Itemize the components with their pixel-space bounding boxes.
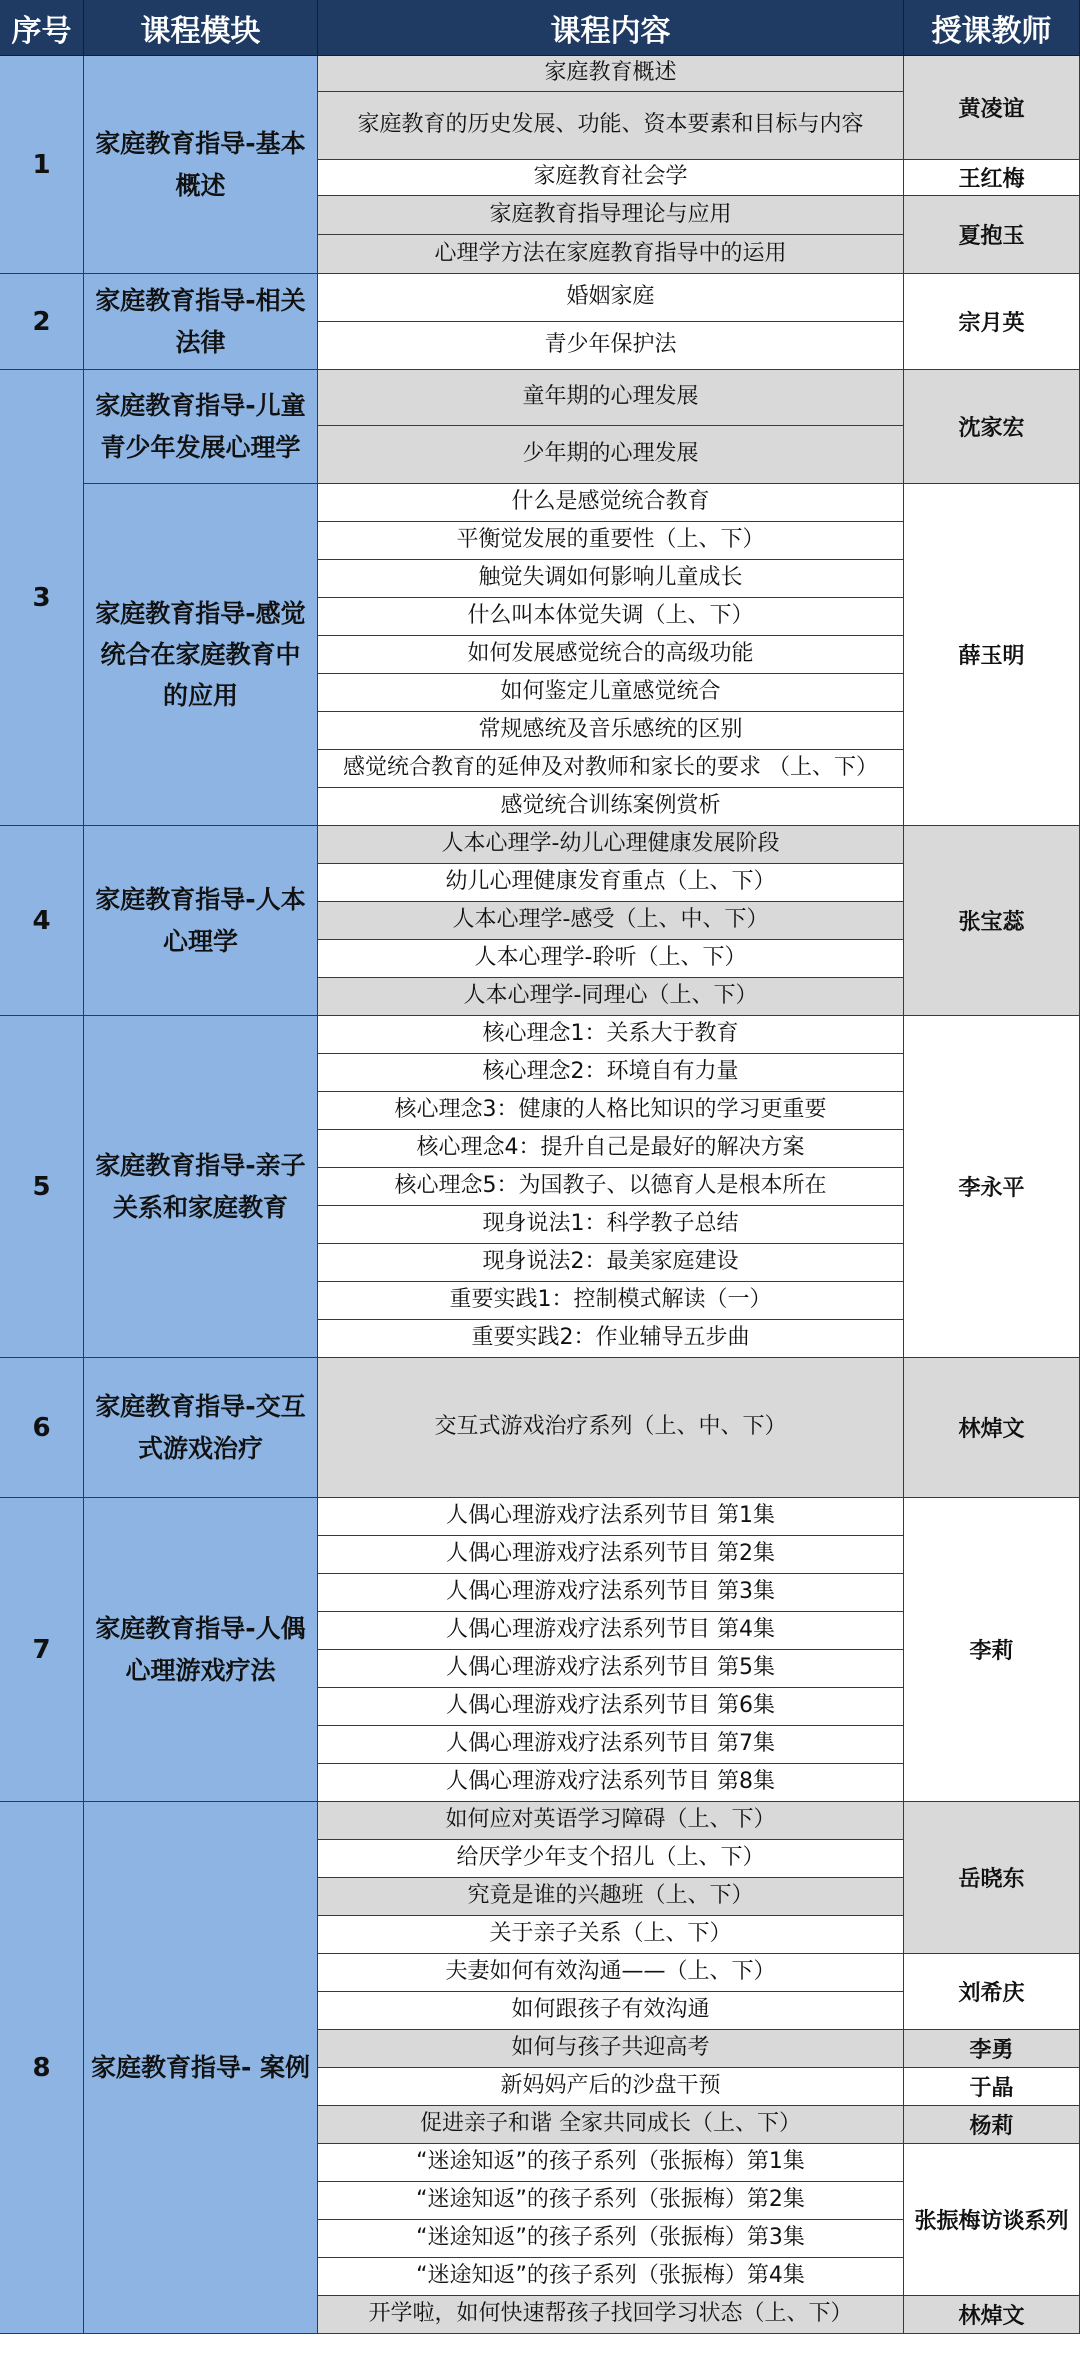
course-content-cell: 家庭教育的历史发展、功能、资本要素和目标与内容: [318, 92, 904, 160]
course-content-cell: 重要实践2：作业辅导五步曲: [318, 1320, 904, 1358]
teacher-cell: 王红梅: [904, 160, 1080, 196]
header-module: 课程模块: [84, 0, 318, 56]
course-module-cell: 家庭教育指导-儿童青少年发展心理学: [84, 370, 318, 484]
course-content-cell: 究竟是谁的兴趣班（上、下）: [318, 1878, 904, 1916]
course-module-cell: 家庭教育指导- 案例: [84, 1802, 318, 2334]
teacher-cell: 林焯文: [904, 1358, 1080, 1498]
course-content-cell: 人本心理学-同理心（上、下）: [318, 978, 904, 1016]
course-content-cell: 童年期的心理发展: [318, 370, 904, 426]
course-content-cell: 开学啦，如何快速帮孩子找回学习状态（上、下）: [318, 2296, 904, 2334]
section-number-cell: 1: [0, 56, 84, 274]
section-number-cell: 6: [0, 1358, 84, 1498]
course-content-cell: 人偶心理游戏疗法系列节目 第8集: [318, 1764, 904, 1802]
teacher-cell: 夏抱玉: [904, 196, 1080, 274]
course-content-cell: 核心理念5：为国教子、以德育人是根本所在: [318, 1168, 904, 1206]
course-content-cell: 少年期的心理发展: [318, 426, 904, 484]
teacher-cell: 李勇: [904, 2030, 1080, 2068]
course-content-cell: 人偶心理游戏疗法系列节目 第2集: [318, 1536, 904, 1574]
course-content-cell: 如何跟孩子有效沟通: [318, 1992, 904, 2030]
course-content-cell: 平衡觉发展的重要性（上、下）: [318, 522, 904, 560]
course-module-cell: 家庭教育指导-交互式游戏治疗: [84, 1358, 318, 1498]
course-content-cell: 常规感统及音乐感统的区别: [318, 712, 904, 750]
course-content-cell: 重要实践1：控制模式解读（一）: [318, 1282, 904, 1320]
course-content-cell: 现身说法2：最美家庭建设: [318, 1244, 904, 1282]
course-module-cell: 家庭教育指导-人本心理学: [84, 826, 318, 1016]
teacher-cell: 岳晓东: [904, 1802, 1080, 1954]
course-content-cell: 幼儿心理健康发育重点（上、下）: [318, 864, 904, 902]
course-content-cell: 什么是感觉统合教育: [318, 484, 904, 522]
section-number-cell: 5: [0, 1016, 84, 1358]
teacher-cell: 李莉: [904, 1498, 1080, 1802]
course-content-cell: 核心理念2：环境自有力量: [318, 1054, 904, 1092]
section-number-cell: 4: [0, 826, 84, 1016]
course-content-cell: 家庭教育指导理论与应用: [318, 196, 904, 235]
course-content-cell: 人偶心理游戏疗法系列节目 第3集: [318, 1574, 904, 1612]
course-content-cell: “迷途知返”的孩子系列（张振梅）第2集: [318, 2182, 904, 2220]
course-content-cell: 交互式游戏治疗系列（上、中、下）: [318, 1358, 904, 1498]
teacher-cell: 于晶: [904, 2068, 1080, 2106]
teacher-cell: 李永平: [904, 1016, 1080, 1358]
section-number-cell: 8: [0, 1802, 84, 2334]
course-content-cell: 人本心理学-聆听（上、下）: [318, 940, 904, 978]
section-number-cell: 2: [0, 274, 84, 370]
course-module-cell: 家庭教育指导-人偶心理游戏疗法: [84, 1498, 318, 1802]
course-content-cell: 家庭教育概述: [318, 56, 904, 92]
course-content-cell: 人本心理学-感受（上、中、下）: [318, 902, 904, 940]
header-content: 课程内容: [318, 0, 904, 56]
course-content-cell: 核心理念4：提升自己是最好的解决方案: [318, 1130, 904, 1168]
course-content-cell: 如何鉴定儿童感觉统合: [318, 674, 904, 712]
course-content-cell: 人本心理学-幼儿心理健康发展阶段: [318, 826, 904, 864]
course-content-cell: 青少年保护法: [318, 322, 904, 370]
course-content-cell: 人偶心理游戏疗法系列节目 第6集: [318, 1688, 904, 1726]
course-content-cell: 人偶心理游戏疗法系列节目 第4集: [318, 1612, 904, 1650]
teacher-cell: 刘希庆: [904, 1954, 1080, 2030]
course-module-cell: 家庭教育指导-相关法律: [84, 274, 318, 370]
course-content-cell: 促进亲子和谐 全家共同成长（上、下）: [318, 2106, 904, 2144]
course-content-cell: “迷途知返”的孩子系列（张振梅）第3集: [318, 2220, 904, 2258]
header-seq: 序号: [0, 0, 84, 56]
teacher-cell: 薛玉明: [904, 484, 1080, 826]
course-content-cell: 什么叫本体觉失调（上、下）: [318, 598, 904, 636]
course-content-cell: 人偶心理游戏疗法系列节目 第7集: [318, 1726, 904, 1764]
course-module-cell: 家庭教育指导-基本概述: [84, 56, 318, 274]
teacher-cell: 杨莉: [904, 2106, 1080, 2144]
course-content-cell: 家庭教育社会学: [318, 160, 904, 196]
teacher-cell: 张宝蕊: [904, 826, 1080, 1016]
course-module-cell: 家庭教育指导-亲子关系和家庭教育: [84, 1016, 318, 1358]
teacher-cell: 沈家宏: [904, 370, 1080, 484]
course-content-cell: 婚姻家庭: [318, 274, 904, 322]
course-content-cell: 新妈妈产后的沙盘干预: [318, 2068, 904, 2106]
course-content-cell: 感觉统合训练案例赏析: [318, 788, 904, 826]
course-content-cell: 核心理念1：关系大于教育: [318, 1016, 904, 1054]
course-content-cell: 给厌学少年支个招儿（上、下）: [318, 1840, 904, 1878]
teacher-cell: 宗月英: [904, 274, 1080, 370]
course-content-cell: 触觉失调如何影响儿童成长: [318, 560, 904, 598]
course-content-cell: “迷途知返”的孩子系列（张振梅）第1集: [318, 2144, 904, 2182]
course-content-cell: 如何应对英语学习障碍（上、下）: [318, 1802, 904, 1840]
teacher-cell: 黄凌谊: [904, 56, 1080, 160]
course-content-cell: 人偶心理游戏疗法系列节目 第5集: [318, 1650, 904, 1688]
course-content-cell: 感觉统合教育的延伸及对教师和家长的要求 （上、下）: [318, 750, 904, 788]
course-content-cell: “迷途知返”的孩子系列（张振梅）第4集: [318, 2258, 904, 2296]
header-teacher: 授课教师: [904, 0, 1080, 56]
course-content-cell: 如何与孩子共迎高考: [318, 2030, 904, 2068]
course-content-cell: 如何发展感觉统合的高级功能: [318, 636, 904, 674]
course-content-cell: 关于亲子关系（上、下）: [318, 1916, 904, 1954]
course-content-cell: 现身说法1：科学教子总结: [318, 1206, 904, 1244]
course-content-cell: 心理学方法在家庭教育指导中的运用: [318, 235, 904, 274]
teacher-cell: 林焯文: [904, 2296, 1080, 2334]
course-content-cell: 核心理念3：健康的人格比知识的学习更重要: [318, 1092, 904, 1130]
teacher-cell: 张振梅访谈系列: [904, 2144, 1080, 2296]
section-number-cell: 7: [0, 1498, 84, 1802]
section-number-cell: 3: [0, 370, 84, 826]
course-module-cell: 家庭教育指导-感觉统合在家庭教育中的应用: [84, 484, 318, 826]
course-content-cell: 人偶心理游戏疗法系列节目 第1集: [318, 1498, 904, 1536]
course-content-cell: 夫妻如何有效沟通——（上、下）: [318, 1954, 904, 1992]
